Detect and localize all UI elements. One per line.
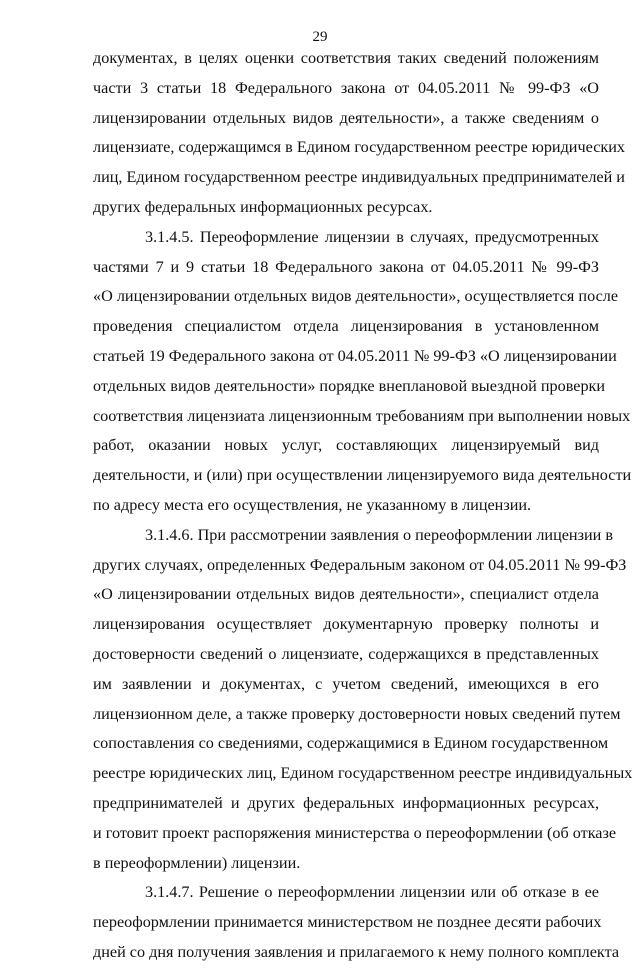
text-line: предпринимателей и других федеральных информационных ресурсах, <box>93 793 599 812</box>
text-line: отдельных видов деятельности» порядке внеплановой выездной проверки <box>93 376 606 395</box>
text-line: лицензирования осуществляет документарную проверку полноты и <box>93 615 599 634</box>
text-line: других федеральных информационных ресурсах. <box>93 197 433 216</box>
text-line: и готовит проект распоряжения министерства о переоформлении (об отказе <box>93 823 617 842</box>
text-line: лицензионном деле, а также проверку достоверности новых сведений путем <box>93 704 621 723</box>
text-line: 3.1.4.5. Переоформление лицензии в случаях, предусмотренных <box>145 227 599 246</box>
text-line: переоформлении принимается министерством не позднее десяти рабочих <box>93 913 602 932</box>
text-line: части 3 статьи 18 Федерального закона от 04.05.2011 № 99-ФЗ «О <box>93 78 599 97</box>
text-line: лицензировании отдельных видов деятельности», а также сведениям о <box>93 108 599 127</box>
text-line: проведения специалистом отдела лицензирования в установленном <box>93 317 599 336</box>
document-body <box>93 44 633 968</box>
paragraph <box>93 44 626 223</box>
text-line: лиц, Едином государственном реестре индивидуальных предпринимателей и <box>93 168 625 187</box>
text-line: работ, оказании новых услуг, составляющих лицензируемый вид <box>93 436 599 455</box>
paragraph <box>93 878 620 967</box>
text-line: 3.1.4.7. Решение о переоформлении лицензии или об отказе в ее <box>145 883 599 902</box>
text-line: в переоформлении) лицензии. <box>93 853 301 872</box>
text-line: сопоставления со сведениями, содержащимися в Едином государственном <box>93 734 609 753</box>
text-line: реестре юридических лиц, Едином государственном реестре индивидуальных <box>93 764 633 783</box>
text-line: дней со дня получения заявления и прилагаемого к нему полного комплекта <box>93 942 620 961</box>
text-line: статьей 19 Федерального закона от 04.05.2011 № 99-ФЗ «О лицензировании <box>93 346 617 365</box>
paragraph <box>93 223 632 521</box>
text-line: деятельности, и (или) при осуществлении лицензируемого вида деятельности <box>93 466 632 485</box>
paragraph <box>93 521 633 879</box>
text-line: документах, в целях оценки соответствия таких сведений положениям <box>93 49 599 67</box>
text-line: им заявлении и документах, с учетом сведений, имеющихся в его <box>93 674 599 693</box>
text-line: частями 7 и 9 статьи 18 Федерального закона от 04.05.2011 № 99-ФЗ <box>93 257 599 276</box>
text-line: соответствия лицензиата лицензионным требованиям при выполнении новых <box>93 406 631 425</box>
text-line: 3.1.4.6. При рассмотрении заявления о переоформлении лицензии в <box>145 525 613 544</box>
text-line: достоверности сведений о лицензиате, содержащихся в представленных <box>93 644 599 663</box>
text-line: по адресу места его осуществления, не указанному в лицензии. <box>93 495 532 514</box>
page-number: 29 <box>312 29 328 45</box>
text-line: «О лицензировании отдельных видов деятельности», специалист отдела <box>93 585 599 604</box>
text-line: лицензиате, содержащимся в Едином государственном реестре юридических <box>93 138 626 157</box>
text-line: «О лицензировании отдельных видов деятельности», осуществляется после <box>93 287 619 306</box>
text-line: других случаях, определенных Федеральным законом от 04.05.2011 № 99-ФЗ <box>93 555 627 574</box>
